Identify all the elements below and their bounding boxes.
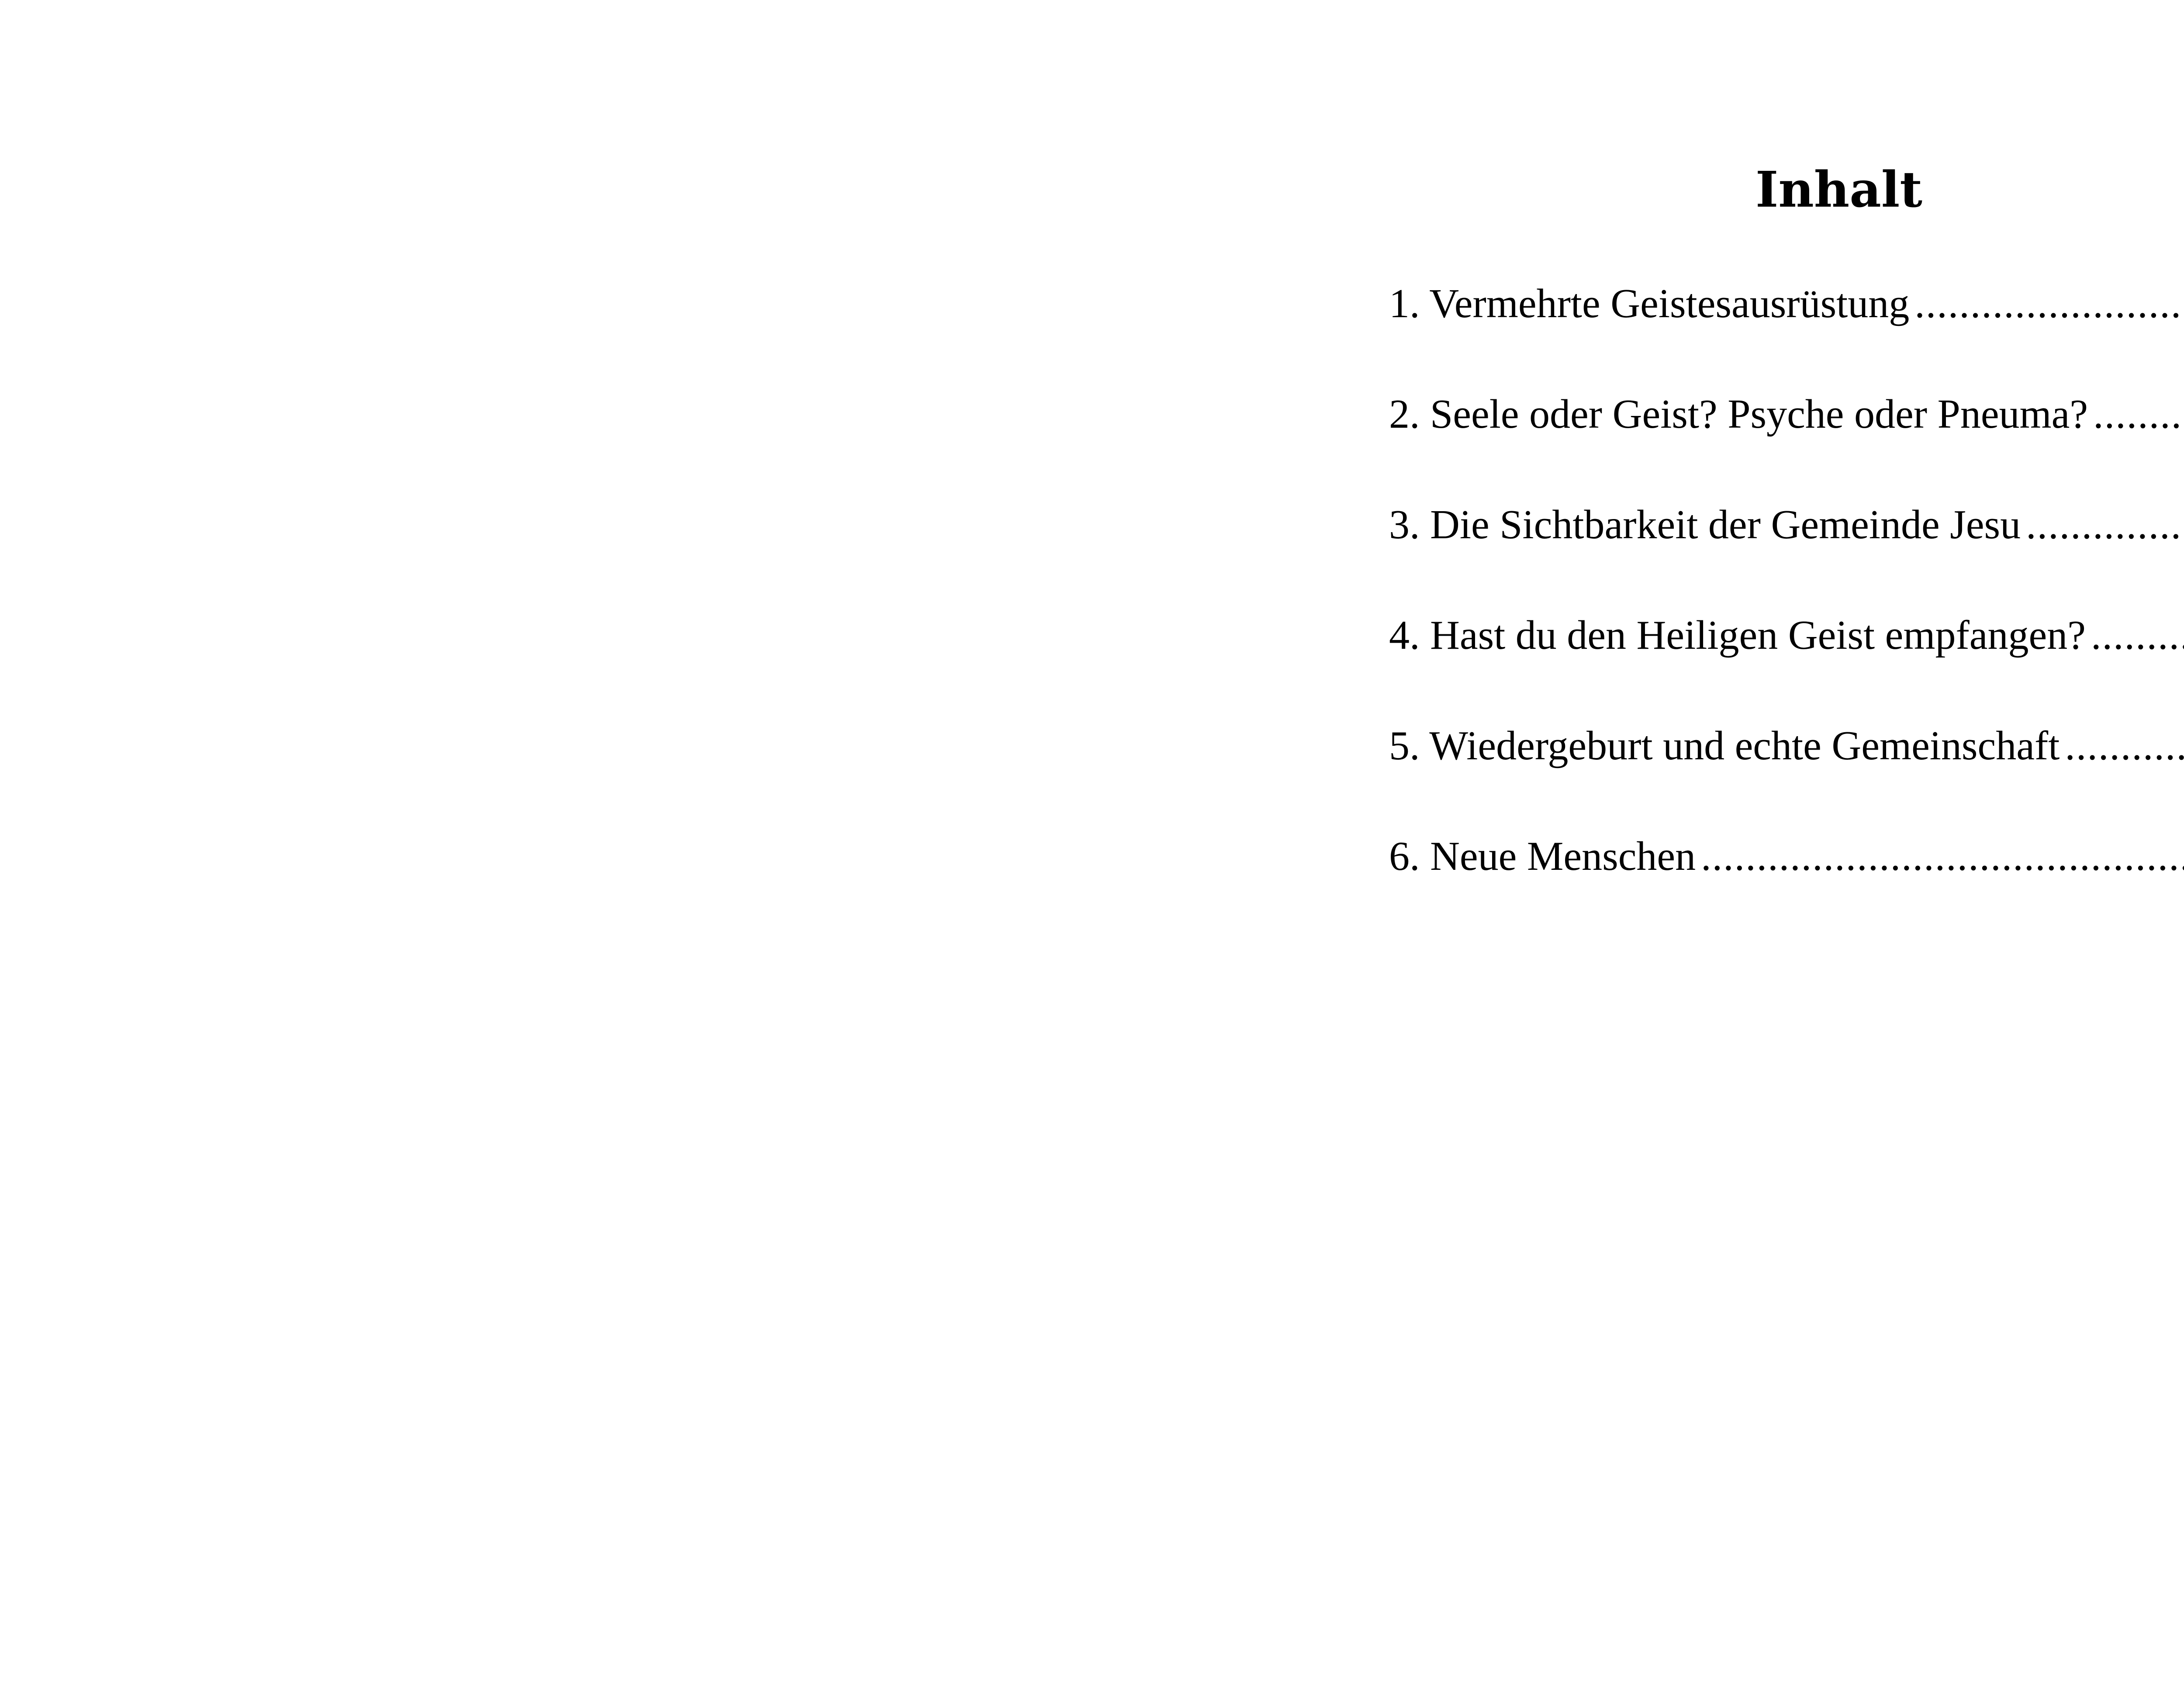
toc-entry-label: 5. Wiedergeburt und echte Gemeinschaft: [1389, 723, 2060, 768]
toc-entry-label: 4. Hast du den Heiligen Geist empfangen?: [1389, 613, 2086, 658]
toc-entry[interactable]: [1389, 832, 2184, 943]
toc-leader-dots: [2026, 501, 2184, 549]
toc-leader-dots: [1701, 832, 2184, 880]
toc-entry-label: 1. Vermehrte Geistesausrüstung: [1389, 281, 1910, 326]
table-of-contents: [1389, 280, 2184, 943]
toc-entry[interactable]: [1389, 611, 2184, 722]
toc-leader-dots: [2091, 611, 2184, 659]
table-of-contents-title: Inhalt: [1755, 161, 1923, 218]
toc-entry[interactable]: [1389, 390, 2184, 501]
toc-leader-dots: [1914, 280, 2184, 328]
toc-entry[interactable]: [1389, 722, 2184, 832]
toc-entry-label: 2. Seele oder Geist? Psyche oder Pneuma?: [1389, 391, 2088, 437]
toc-entry-label: 3. Die Sichtbarkeit der Gemeinde Jesu: [1389, 502, 2021, 547]
toc-leader-dots: [2065, 722, 2184, 770]
toc-entry[interactable]: [1389, 501, 2184, 611]
toc-entry[interactable]: [1389, 280, 2184, 390]
toc-entry-label: 6. Neue Menschen: [1389, 834, 1696, 879]
toc-leader-dots: [2093, 390, 2184, 438]
